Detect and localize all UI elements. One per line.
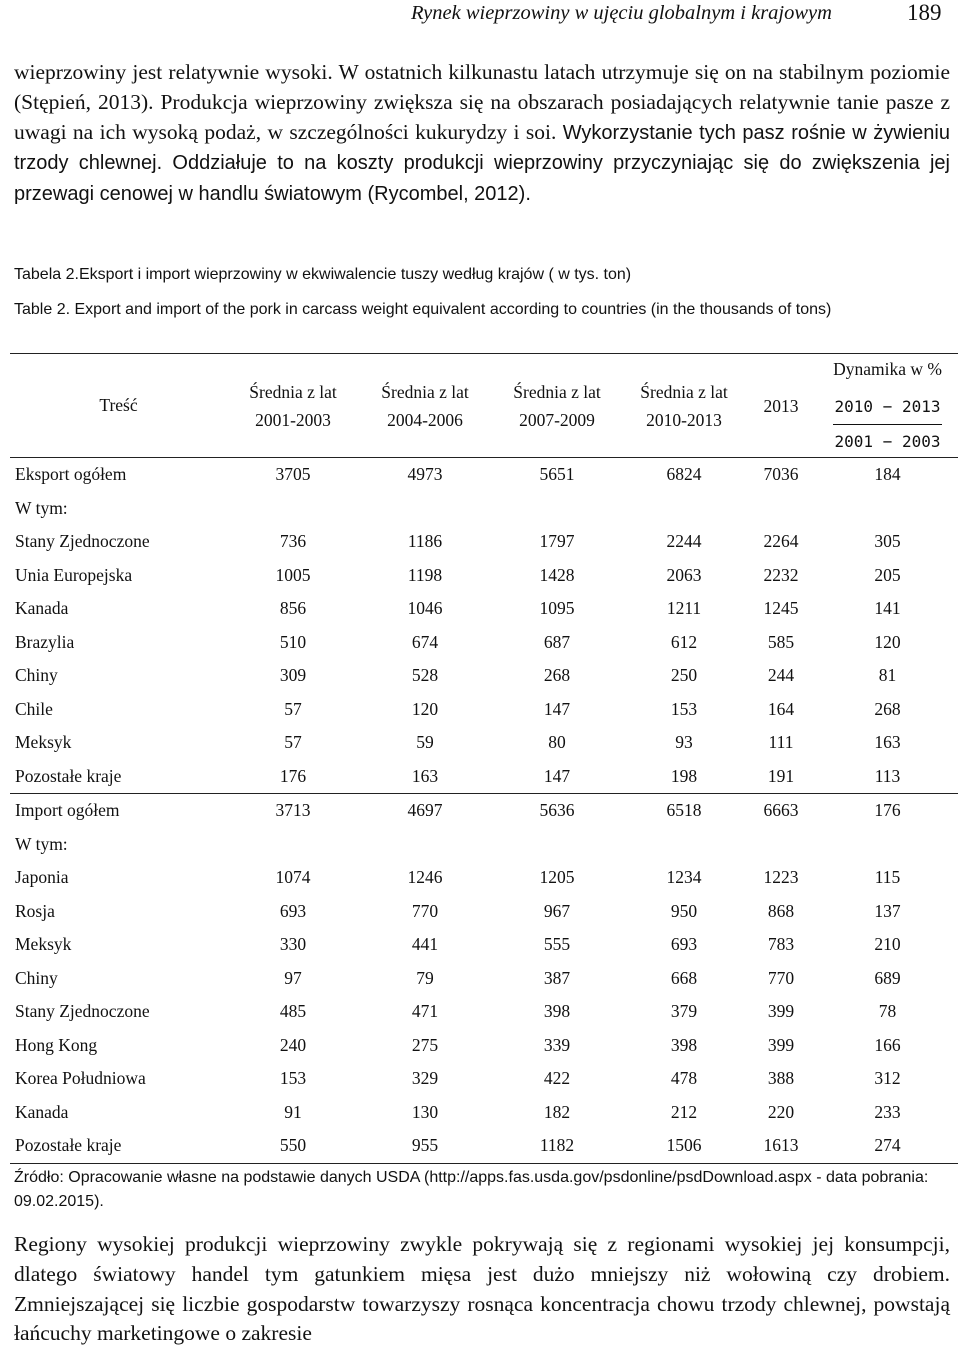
- row-value: 950: [670, 900, 698, 921]
- table-row: [10, 1129, 958, 1163]
- page-header: [0, 0, 960, 30]
- closing-paragraph: [14, 1230, 950, 1349]
- row-value: 668: [670, 967, 698, 988]
- row-value: 687: [543, 631, 571, 652]
- row-value: 312: [874, 1068, 901, 1089]
- row-value: 398: [670, 1034, 698, 1055]
- table-row: [10, 559, 958, 593]
- dynamics-numerator: 2010 − 2013: [833, 391, 943, 425]
- row-value: [817, 492, 958, 526]
- row-value: [623, 828, 745, 862]
- row-value: 147: [543, 765, 571, 786]
- row-value: 868: [767, 900, 795, 921]
- row-value: 184: [817, 458, 958, 492]
- dynamics-title: Dynamika w %: [833, 359, 942, 379]
- row-value: 81: [878, 665, 897, 686]
- row-value: 5651: [491, 458, 623, 492]
- table-row: [10, 895, 958, 929]
- table-row: [10, 525, 958, 559]
- row-value: 153: [670, 698, 698, 719]
- intro-text-sans: Wykorzystanie tych pasz rośnie w żywieniu trzody chlewnej. Oddziałuje to na koszty produkcji wieprzowiny przyczyniając się do zwiększenia jej przewagi cenowej w handlu światowym (Rycombel, 2012).: [14, 121, 950, 206]
- row-value: 1182: [491, 1129, 623, 1163]
- row-value: 1205: [539, 867, 575, 888]
- row-value: 120: [874, 631, 901, 652]
- table-row: [10, 492, 958, 526]
- row-value: 736: [279, 531, 307, 552]
- row-label: W tym:: [15, 833, 68, 854]
- row-value: 955: [359, 1129, 491, 1163]
- row-value: 770: [767, 967, 795, 988]
- row-value: [817, 828, 958, 862]
- row-label: Chiny: [15, 665, 58, 686]
- row-value: 441: [411, 934, 439, 955]
- page-number: 189: [907, 0, 942, 25]
- row-label: Unia Europejska: [15, 564, 133, 585]
- row-value: 163: [411, 765, 439, 786]
- row-value: [227, 828, 359, 862]
- row-value: 115: [874, 867, 901, 888]
- row-value: 153: [279, 1068, 307, 1089]
- row-value: 329: [411, 1068, 439, 1089]
- row-value: 387: [543, 967, 571, 988]
- row-value: 210: [874, 934, 901, 955]
- row-value: 137: [874, 900, 901, 921]
- row-value: 79: [416, 967, 434, 988]
- row-value: 120: [411, 698, 439, 719]
- row-value: [227, 492, 359, 526]
- row-value: 113: [874, 765, 901, 786]
- row-value: [359, 828, 491, 862]
- row-value: 388: [767, 1068, 795, 1089]
- row-value: 674: [411, 631, 439, 652]
- row-value: 212: [670, 1101, 698, 1122]
- row-value: 1074: [275, 867, 311, 888]
- row-value: 550: [227, 1129, 359, 1163]
- row-value: 130: [411, 1101, 439, 1122]
- row-value: [491, 492, 623, 526]
- row-value: 1245: [763, 598, 799, 619]
- row-value: 164: [767, 698, 795, 719]
- table-row: [10, 995, 958, 1029]
- closing-text: Regiony wysokiej produkcji wieprzowiny zwykle pokrywają się z regionami wysokiej jej konsumpcji, dlatego światowy handel tym gatunkiem mięsa jest dużo mniejszy niż wołowiną czy drobiem. Zmniejszającej się liczbie gospodarstw towarzyszy rosnąca koncentracja chowu trzody chlewnej, powstają łańcuchy marketingowe o zakresie: [14, 1232, 950, 1346]
- header-col-2010-2013: Średnia z lat 2010-2013: [623, 354, 745, 458]
- pork-trade-table-container: [10, 353, 958, 1164]
- row-value: 198: [670, 765, 698, 786]
- row-value: 1234: [666, 867, 702, 888]
- row-label: Pozostałe kraje: [15, 765, 122, 786]
- row-value: 1095: [539, 598, 575, 619]
- header-col-2007-2009: Średnia z lat 2007-2009: [491, 354, 623, 458]
- row-value: 1223: [763, 867, 799, 888]
- table-body: [10, 458, 958, 1164]
- row-value: 176: [279, 765, 307, 786]
- row-value: 856: [279, 598, 307, 619]
- row-value: 339: [543, 1034, 571, 1055]
- table-row: [10, 861, 958, 895]
- row-label: Hong Kong: [15, 1034, 98, 1055]
- row-value: 3713: [227, 794, 359, 828]
- table-row: [10, 592, 958, 626]
- row-value: [745, 828, 817, 862]
- row-label: Brazylia: [15, 631, 75, 652]
- row-value: 244: [767, 665, 795, 686]
- row-label: W tym:: [15, 497, 68, 518]
- row-value: [359, 492, 491, 526]
- table-row: [10, 794, 958, 828]
- row-label: Stany Zjednoczone: [15, 531, 150, 552]
- row-value: 166: [874, 1034, 901, 1055]
- row-value: 57: [284, 698, 302, 719]
- row-value: 309: [279, 665, 307, 686]
- row-value: 57: [284, 732, 302, 753]
- table-row: [10, 659, 958, 693]
- row-value: 4697: [359, 794, 491, 828]
- row-label: Meksyk: [15, 732, 72, 753]
- row-value: 2232: [763, 564, 799, 585]
- row-value: 268: [543, 665, 571, 686]
- row-value: 191: [767, 765, 795, 786]
- row-value: 93: [675, 732, 693, 753]
- row-value: 1613: [745, 1129, 817, 1163]
- row-label: Eksport ogółem: [10, 458, 227, 492]
- row-value: 693: [279, 900, 307, 921]
- row-value: 5636: [491, 794, 623, 828]
- dynamics-fraction: [833, 391, 943, 456]
- row-value: 1246: [407, 867, 443, 888]
- table-row: [10, 828, 958, 862]
- row-value: 770: [411, 900, 439, 921]
- dynamics-denominator: 2001 − 2003: [834, 432, 941, 451]
- row-value: 220: [767, 1101, 795, 1122]
- intro-text-serif: wieprzowiny jest relatywnie wysoki. W ostatnich kilkunastu latach utrzymuje się on na stabilnym poziomie (Stępień, 2013). Produkcja wieprzowiny zwiększa się na obszarach posiadających relatywnie tanie pasze z uwagi na ich wysoką podaż, w szczególności kukurydzy i soi.: [14, 60, 950, 144]
- running-title: Rynek wieprzowiny w ujęciu globalnym i krajowym: [411, 2, 832, 24]
- row-label: Korea Południowa: [15, 1068, 146, 1089]
- row-value: 528: [411, 665, 439, 686]
- row-value: 111: [768, 732, 794, 753]
- table-row: [10, 1096, 958, 1130]
- row-value: 1506: [623, 1129, 745, 1163]
- row-value: 240: [279, 1034, 307, 1055]
- row-value: 176: [817, 794, 958, 828]
- row-value: 275: [411, 1034, 439, 1055]
- row-label: Kanada: [15, 1101, 69, 1122]
- row-value: 141: [874, 598, 901, 619]
- row-value: 1797: [539, 531, 575, 552]
- row-value: 422: [543, 1068, 571, 1089]
- row-label: Stany Zjednoczone: [15, 1001, 150, 1022]
- row-value: 2244: [666, 531, 702, 552]
- row-value: 1198: [407, 564, 443, 585]
- row-value: 1428: [539, 564, 575, 585]
- row-value: 163: [874, 732, 901, 753]
- row-value: 399: [767, 1034, 795, 1055]
- row-value: 268: [874, 698, 901, 719]
- row-value: 205: [874, 564, 901, 585]
- header-col-2001-2003: Średnia z lat 2001-2003: [227, 354, 359, 458]
- table-row: [10, 1029, 958, 1063]
- table-row: [10, 928, 958, 962]
- table-row: [10, 458, 958, 492]
- row-value: 693: [670, 934, 698, 955]
- table-row: [10, 962, 958, 996]
- row-label: Rosja: [15, 900, 55, 921]
- table-caption-en: Table 2. Export and import of the pork in carcass weight equivalent according to countries (in the thousands of tons): [14, 301, 832, 318]
- row-value: 274: [817, 1129, 958, 1163]
- row-label: Meksyk: [15, 934, 72, 955]
- row-value: 3705: [227, 458, 359, 492]
- row-value: 1005: [275, 564, 311, 585]
- row-value: 305: [874, 531, 901, 552]
- row-value: 1211: [666, 598, 702, 619]
- row-value: 555: [543, 934, 571, 955]
- row-value: 783: [767, 934, 795, 955]
- row-value: [745, 492, 817, 526]
- row-value: 330: [279, 934, 307, 955]
- row-value: 59: [416, 732, 434, 753]
- header-col-dynamics: [817, 354, 958, 458]
- row-value: 250: [670, 665, 698, 686]
- row-value: 485: [279, 1001, 307, 1022]
- row-value: [491, 828, 623, 862]
- table-caption-pl: Tabela 2.Eksport i import wieprzowiny w ekwiwalencie tuszy według krajów ( w tys. ton): [14, 266, 632, 283]
- table-row: [10, 1062, 958, 1096]
- row-value: 1046: [407, 598, 443, 619]
- row-value: 478: [670, 1068, 698, 1089]
- row-value: 510: [279, 631, 307, 652]
- row-label: Chiny: [15, 967, 58, 988]
- row-label: Kanada: [15, 598, 69, 619]
- row-value: 585: [767, 631, 795, 652]
- row-value: 182: [543, 1101, 571, 1122]
- row-label: Chile: [15, 698, 53, 719]
- row-label: Japonia: [15, 867, 69, 888]
- row-value: 967: [543, 900, 571, 921]
- row-label: Pozostałe kraje: [10, 1129, 227, 1163]
- row-value: 1186: [407, 531, 443, 552]
- pork-trade-table: [10, 353, 958, 1164]
- row-value: 689: [874, 967, 901, 988]
- header-col-2004-2006: Średnia z lat 2004-2006: [359, 354, 491, 458]
- row-value: 2063: [666, 564, 702, 585]
- row-value: 80: [548, 732, 566, 753]
- table-row: [10, 760, 958, 794]
- row-value: 233: [874, 1101, 901, 1122]
- row-value: 6824: [623, 458, 745, 492]
- row-value: 399: [767, 1001, 795, 1022]
- row-value: 471: [411, 1001, 439, 1022]
- row-value: 6663: [745, 794, 817, 828]
- table-row: [10, 726, 958, 760]
- row-label: Import ogółem: [10, 794, 227, 828]
- source-note: Źródło: Opracowanie własne na podstawie danych USDA (http://apps.fas.usda.gov/psdonline/psdDownload.aspx - data pobrania: 09.02.2015).: [14, 1169, 929, 1210]
- table-row: [10, 693, 958, 727]
- table-row: [10, 626, 958, 660]
- row-value: 398: [543, 1001, 571, 1022]
- row-value: 78: [878, 1001, 897, 1022]
- row-value: 7036: [745, 458, 817, 492]
- row-value: 6518: [623, 794, 745, 828]
- row-value: 91: [284, 1101, 302, 1122]
- row-value: 2264: [763, 531, 799, 552]
- header-label-column: Treść: [10, 354, 227, 458]
- row-value: [623, 492, 745, 526]
- row-value: 147: [543, 698, 571, 719]
- row-value: 379: [670, 1001, 698, 1022]
- table-header-row: [10, 354, 958, 458]
- row-value: 97: [284, 967, 302, 988]
- row-value: 4973: [359, 458, 491, 492]
- row-value: 612: [670, 631, 698, 652]
- intro-paragraph: [14, 58, 950, 210]
- header-col-2013: 2013: [745, 354, 817, 458]
